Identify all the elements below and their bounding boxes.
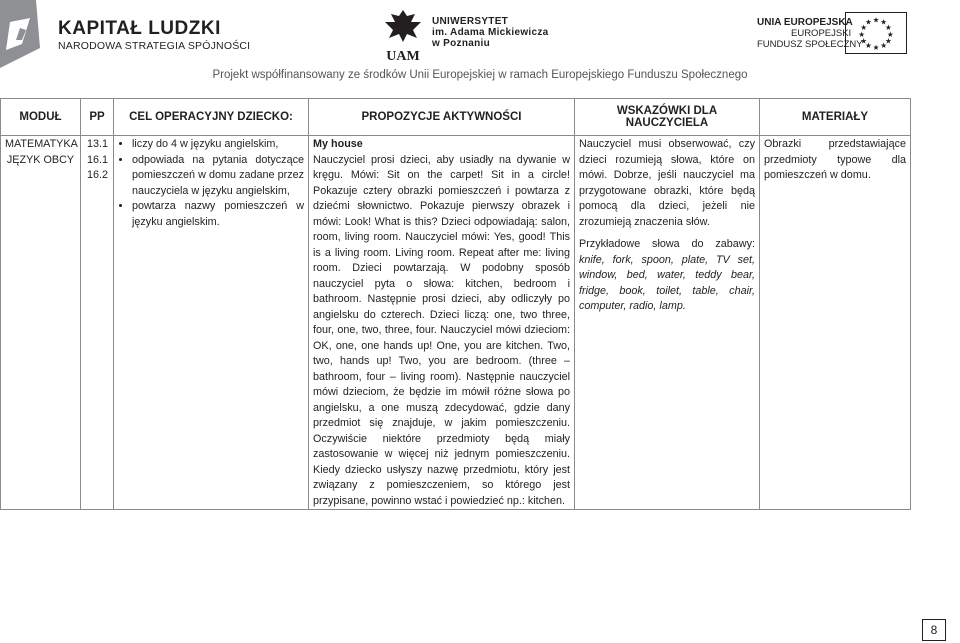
pp-line-1: 13.1 (87, 138, 109, 150)
svg-text:★: ★ (880, 41, 888, 51)
cell-modul (1, 136, 81, 510)
header-pp: PP (81, 99, 114, 136)
pp-line-2: 16.1 (87, 153, 109, 166)
example-words-list: knife, fork, spoon, plate, TV set, window, bed, water, teddy bear, fridge, book, toilet, table, chair, computer, radio, lamp. (579, 253, 755, 312)
header-cel-operacyjny: CEL OPERACYJNY DZIECKO: (114, 99, 309, 136)
header-wskazowki: WSKAZÓWKI DLA NAUCZYCIELA (575, 99, 760, 136)
cell-wskazowki (575, 136, 760, 510)
uam-name-line-1: UNIWERSYTET (432, 16, 509, 27)
header-modul: MODUŁ (1, 99, 81, 136)
kapital-ludzki-title: KAPITAŁ LUDZKI (58, 18, 221, 39)
cell-pp (81, 136, 114, 510)
table-row (1, 136, 911, 510)
cell-materialy (760, 136, 911, 510)
uam-name-line-3: w Poznaniu (432, 38, 490, 49)
svg-text:★: ★ (884, 23, 892, 33)
example-words-label: Przykładowe słowa do zabawy: (579, 238, 755, 250)
svg-text:★: ★ (880, 17, 888, 27)
cell-cel-operacyjny (114, 136, 309, 510)
list-item: • liczy do 4 w języku angielskim, (132, 137, 304, 153)
pp-line-3: 16.2 (87, 169, 109, 181)
uam-name-line-2: im. Adama Mickiewicza (432, 27, 549, 38)
svg-text:★: ★ (860, 23, 868, 33)
modul-line-1: MATEMATYKA (5, 138, 78, 150)
list-item: • odpowiada na pytania dotyczące pomieszczeń w domu zadane przez nauczyciela w języku angielskim, (132, 153, 304, 200)
svg-text:★: ★ (886, 29, 894, 39)
eu-line-3: FUNDUSZ SPOŁECZNY (757, 39, 863, 50)
cell-propozycje (309, 136, 575, 510)
lesson-plan-table (0, 98, 911, 510)
table-header-row (1, 99, 911, 136)
uam-eagle-logo (381, 8, 425, 62)
goal-list (120, 137, 304, 230)
modul-line-2: JĘZYK OBCY (6, 153, 75, 166)
svg-text:★: ★ (872, 43, 880, 53)
svg-text:★: ★ (864, 17, 872, 27)
kapital-ludzki-subtitle: NARODOWA STRATEGIA SPÓJNOŚCI (58, 40, 251, 52)
svg-text:★: ★ (860, 36, 868, 46)
header-propozycje: PROPOZYCJE AKTYWNOŚCI (309, 99, 575, 136)
eu-line-1: UNIA EUROPEJSKA (757, 17, 853, 28)
eu-line-2: EUROPEJSKI (791, 28, 852, 39)
list-item: • powtarza nazwy pomieszczeń w języku angielskim. (132, 199, 304, 230)
activity-description: Nauczyciel prosi dzieci, aby usiadły na dywanie w kręgu. Mówi: Sit on the carpet! Sit in a circle! Pokazuje cztery obrazki pomieszczeń i powtarza z dziećmi słownictwo. Pokazuje pierwszy obrazek i mówi: Look! What is this? Dzieci odpowiadają: salon, room, living room. Nauczyciel mówi: Yes, good! This is a living room. Living room. Repeat after me: living room. Dzieci powtarzają. W podobny sposób nauczyciel pyta o słowa: kitchen, bedroom i bathroom. Następnie prosi dzieci, aby odliczyły po angielsku do czterech. Dzieci liczą: one, two three, four, one, two, three, four. Nauczyciel mówi dzieciom: OK, one, one hands up! One, you are kitchen. Two, two, hands up! Two, you are bedroom. (three – bathroom, four – living room). Następnie nauczyciel mówi dzieciom, że będzie im mówił różne słowa po angielsku, a one muszą zdecydować, gdzie dany przedmiot się znajduje, w jakim pomieszczeniu. Oczywiście niektóre przedmioty będą miały zastosowanie w więcej niż jednym pomieszczeniu. Kiedy dziecko usłyszy nazwę przedmiotu, który jest związany z pomieszczeniem, so którego jest przypisane, powinno wstać i powiedzieć np.: kitchen. (313, 153, 570, 507)
uam-name (432, 16, 549, 49)
svg-text:★: ★ (858, 29, 866, 39)
uam-mark: UAM (386, 49, 420, 62)
materials-text: Obrazki przedstawiające przedmioty typowe dla pomieszczeń w domu. (764, 138, 906, 181)
header-materialy: MATERIAŁY (760, 99, 911, 136)
svg-text:★: ★ (864, 41, 872, 51)
svg-text:★: ★ (884, 36, 892, 46)
page-header (0, 0, 960, 92)
project-funding-line: Projekt współfinansowany ze środków Unii Europejskiej w ramach Europejskiego Funduszu Społecznego (212, 69, 748, 81)
teacher-tip: Nauczyciel musi obserwować, czy dzieci rozumieją słowa, które on mówi. Dobrze, jeśli nauczyciel ma przygotowane obrazki, które będą pomocą dla dzieci, jeżeli nie zrozumieją znaczenia słów. (579, 138, 755, 228)
activity-title: My house (313, 138, 363, 150)
example-words (579, 237, 755, 315)
svg-text:★: ★ (872, 15, 880, 25)
eu-flag-icon (845, 12, 907, 54)
kapital-ludzki-logo (0, 0, 48, 68)
page-number: 8 (922, 619, 946, 641)
